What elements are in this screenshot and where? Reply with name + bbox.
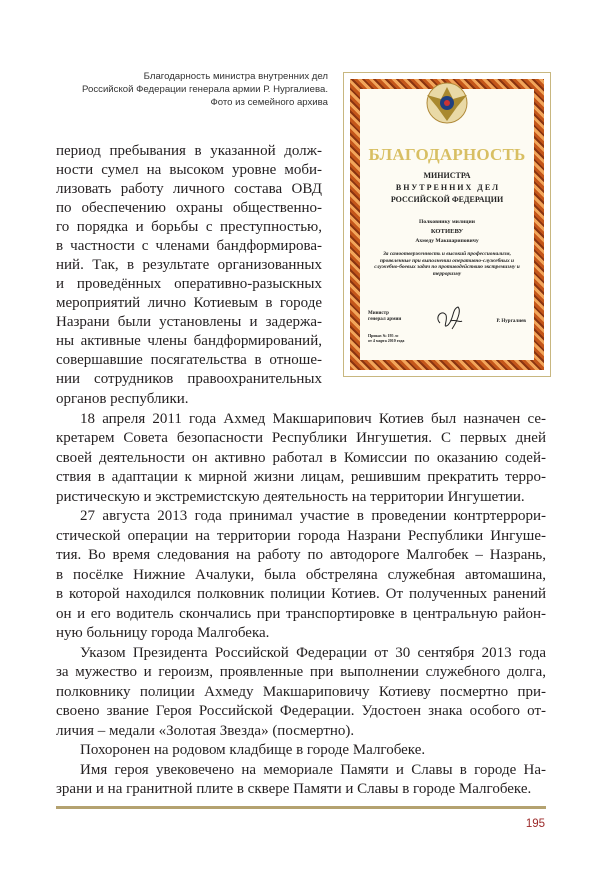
- text-line: своено звание Героя Российской Федерации. Удостоен знака особого от-: [56, 703, 546, 719]
- paragraph: [56, 410, 546, 508]
- signature-icon: [432, 303, 466, 333]
- paragraph: [56, 644, 546, 742]
- text-line: ности сумел на высоком уровне моби-: [56, 162, 322, 178]
- text-line: по обеспечению охраны общественно-: [56, 200, 322, 216]
- footer-rule: [56, 806, 546, 809]
- signer-title-line: Министр: [368, 311, 389, 316]
- order-line: от 4 марта 2010 года: [368, 338, 405, 343]
- text-line: стической операции на территории города Назрани Республики Ингуше-: [56, 527, 546, 544]
- certificate-image: [343, 72, 551, 377]
- caption-line: Российской Федерации генерала армии Р. Нургалиева.: [82, 84, 328, 95]
- certificate-heading: В Н У Т Р Е Н Н И Х Д Е Л: [395, 183, 499, 192]
- text-line: зрани и на гранитной плите в сквере Памяти и Славы в городе Малгобеке.: [56, 781, 532, 797]
- text-line: Имя героя увековечено на мемориале Памяти и Славы в городе На-: [80, 761, 546, 778]
- paragraph: [56, 507, 546, 644]
- text-line: ны активные члены бандформирований,: [56, 333, 322, 349]
- column-text: [56, 142, 322, 389]
- eagle-emblem-icon: [421, 77, 473, 125]
- certificate-heading: РОССИЙСКОЙ ФЕДЕРАЦИИ: [390, 195, 504, 204]
- text-line: ную больницу города Малгобека.: [56, 625, 270, 641]
- recipient-rank: Полковнику милиции: [419, 219, 475, 225]
- text-line: 27 августа 2013 года принимал участие в проведении контртеррори-: [80, 508, 546, 524]
- text-line: го порядка и борьбы с преступностью,: [56, 219, 322, 235]
- text-line: ний. Так, в результате организованных: [56, 257, 322, 273]
- text-line: своей деятельности он активно работал в Комиссии по оказанию содей-: [56, 449, 546, 466]
- certificate-heading: МИНИСТРА: [423, 171, 471, 180]
- text-line: полковнику полиции Ахмеду Макшариповичу Котиеву посмертно при-: [56, 683, 546, 700]
- text-line: в частности с членами бандформирова-: [56, 238, 322, 254]
- text-line: 18 апреля 2011 года Ахмед Макшарипович Котиев был назначен се-: [80, 410, 546, 427]
- text-line: кретарем Совета безопасности Республики Ингушетия. С первых дней: [56, 430, 546, 446]
- paragraph: [56, 761, 546, 800]
- caption-line: Фото из семейного архива: [210, 97, 328, 108]
- page-number: 195: [525, 818, 545, 830]
- text-line: мероприятий лично Котиевым в городе: [56, 295, 322, 311]
- photo-caption: [80, 70, 328, 109]
- certificate-reason: За самоотверженность и высокий профессионализм, проявленные при выполнении оперативно-служебных и служебно-боевых задач по противодействию экстремизму и терроризму: [374, 251, 520, 277]
- text-line: нии сотрудников правоохранительных: [56, 371, 322, 387]
- text-line: совершавшие посягательства в отноше-: [56, 352, 322, 368]
- text-line: Похоронен на родовом кладбище в городе Малгобеке.: [80, 742, 426, 758]
- certificate-title: БЛАГОДАРНОСТЬ: [368, 145, 526, 164]
- recipient-name: Ахмеду Макшариповичу: [415, 238, 479, 244]
- text-line: в посёлке Нижние Ачалуки, была обстреляна служебная автомашина,: [56, 566, 546, 583]
- text-line: тия. Во время следования на работу по автодороге Малгобек – Назрань,: [56, 547, 546, 563]
- signer-title-line: генерал армии: [368, 317, 402, 322]
- paragraph: [56, 390, 546, 410]
- text-line: Назрани были установлены и задержа-: [56, 314, 322, 330]
- certificate-content: [360, 89, 534, 360]
- text-line: за мужество и героизм, проявленные при выполнении служебного долга,: [56, 664, 546, 680]
- order-line: Приказ № 195 лс: [368, 333, 399, 338]
- text-line: и проведённых оперативно-разыскных: [56, 276, 322, 292]
- text-line: органов республики.: [56, 391, 189, 407]
- body-text: [56, 390, 546, 800]
- text-line: личия – медали «Золотая Звезда» (посмертно).: [56, 722, 355, 739]
- text-line: ствия в адаптации к мирной жизни лицам, решившим прекратить терро-: [56, 469, 546, 485]
- text-line: Указом Президента Российской Федерации от 30 сентября 2013 года: [80, 644, 546, 661]
- signer-title: [368, 311, 401, 323]
- text-line: в которой находился полковник полиции Котиев. От полученных ранений: [56, 586, 546, 602]
- caption-line: Благодарность министра внутренних дел: [143, 71, 328, 82]
- text-line: ристическую и экстремистскую деятельность на территории Ингушетии.: [56, 488, 525, 505]
- paragraph: [56, 741, 546, 761]
- signer-name: Р. Нургалиев: [496, 319, 526, 324]
- text-line: период пребывания в указанной долж-: [56, 143, 322, 159]
- recipient-surname: КОТИЕВУ: [430, 228, 464, 235]
- text-line: лизовать работу личного состава ОВД: [56, 181, 322, 197]
- order-reference: [368, 333, 404, 343]
- text-line: он и его водитель скончались при транспортировке в центральную район-: [56, 605, 546, 622]
